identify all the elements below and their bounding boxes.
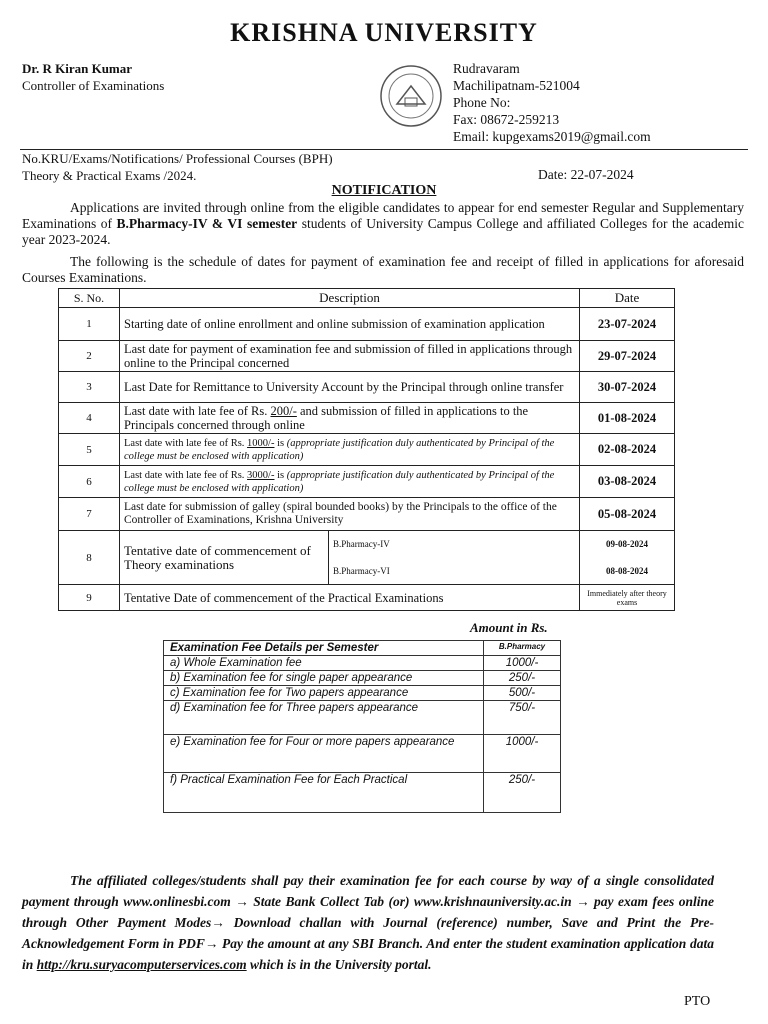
header-sno: S. No. xyxy=(59,289,120,308)
table-row xyxy=(59,403,675,434)
row-description: Starting date of online enrollment and online submission of examination application xyxy=(120,308,580,341)
desc-text: is xyxy=(274,469,287,481)
controller-designation: Controller of Examinations xyxy=(22,78,165,93)
notification-date: Date: 22-07-2024 xyxy=(538,167,634,182)
late-fee-value: 3000/- xyxy=(247,469,275,481)
fee-row xyxy=(164,671,561,686)
row-date: Immediately after theory exams xyxy=(580,585,675,611)
payment-instructions xyxy=(22,870,714,975)
fee-label: d) Examination fee for Three papers appearance xyxy=(164,701,484,735)
university-emblem-icon xyxy=(375,60,447,132)
row-date: 01-08-2024 xyxy=(580,403,675,434)
row-description xyxy=(120,403,580,434)
table-row xyxy=(59,308,675,341)
row-sno: 2 xyxy=(59,341,120,372)
paragraph-bold: B.Pharmacy-IV & VI semester xyxy=(116,216,298,231)
row-date: 29-07-2024 xyxy=(580,341,675,372)
late-fee-value: 200/- xyxy=(270,404,297,418)
reference-line: Theory & Practical Exams /2024. xyxy=(22,168,197,183)
row-sno: 5 xyxy=(59,434,120,466)
row-sno: 6 xyxy=(59,466,120,498)
fee-label: e) Examination fee for Four or more papers appearance xyxy=(164,735,484,773)
reference-number xyxy=(22,150,333,184)
row-description xyxy=(120,434,580,466)
portal-link[interactable]: http://kru.suryacomputerservices.com xyxy=(36,957,247,972)
row-description: Last date for submission of galley (spiral bounded books) by the Principals to the office of the Controller of Examinations, Krishna University xyxy=(120,498,580,531)
table-row xyxy=(59,341,675,372)
fee-amount: 1000/- xyxy=(484,656,561,671)
row-sno: 4 xyxy=(59,403,120,434)
fee-label: a) Whole Examination fee xyxy=(164,656,484,671)
controller-name: Dr. R Kiran Kumar xyxy=(22,61,133,76)
fee-table xyxy=(163,640,561,813)
row-date: 30-07-2024 xyxy=(580,372,675,403)
table-row xyxy=(59,531,675,558)
row-description: Tentative Date of commencement of the Practical Examinations xyxy=(120,585,580,611)
address-line: Rudravaram xyxy=(453,61,520,76)
sub-label: B.Pharmacy-VI xyxy=(329,558,580,585)
fee-amount: 500/- xyxy=(484,686,561,701)
row-description: Tentative date of commencement of Theory examinations xyxy=(120,531,329,585)
fee-row xyxy=(164,656,561,671)
desc-text: is xyxy=(274,437,287,449)
paragraph-text: students of University Campus College and affiliated Colleges for the academic year 2023-2024. xyxy=(22,216,745,247)
schedule-table xyxy=(58,288,675,611)
desc-text: Last date with late fee of Rs. xyxy=(124,469,248,481)
row-description xyxy=(120,466,580,498)
fee-amount: 250/- xyxy=(484,671,561,686)
late-fee-value: 1000/- xyxy=(247,437,275,449)
fee-row xyxy=(164,701,561,735)
fee-amount: 750/- xyxy=(484,701,561,735)
row-description: Last date for payment of examination fee and submission of filled in applications through online to the Principal concerned xyxy=(120,341,580,372)
paragraph-text: The following is the schedule of dates for payment of examination fee and receipt of filled in applications for aforesaid Courses Examinations. xyxy=(22,254,744,285)
fee-amount: 250/- xyxy=(484,773,561,813)
university-title: KRISHNA UNIVERSITY xyxy=(230,18,538,47)
row-sno: 3 xyxy=(59,372,120,403)
row-sno: 1 xyxy=(59,308,120,341)
sub-date: 09-08-2024 xyxy=(580,531,675,558)
paragraph-intro xyxy=(22,200,744,248)
fee-header-course: B.Pharmacy xyxy=(484,641,561,656)
table-row xyxy=(59,372,675,403)
fee-label: c) Examination fee for Two papers appearance xyxy=(164,686,484,701)
amount-label: Amount in Rs. xyxy=(470,620,548,635)
instructions-text: which is in the University portal. xyxy=(246,957,432,972)
row-sno: 7 xyxy=(59,498,120,531)
fee-row xyxy=(164,735,561,773)
address-line: Machilipatnam-521004 xyxy=(453,78,580,93)
desc-note: (appropriate justification duly authenticated by Principal of the college must be enclosed with application) xyxy=(124,469,555,494)
paragraph-text: Applications are invited through online from the eligible candidates to appear for end semester Regular and Supplementary Examinations of xyxy=(22,200,744,231)
table-row xyxy=(59,585,675,611)
address-block xyxy=(453,60,651,145)
table-header-row xyxy=(59,289,675,308)
pto-label: PTO xyxy=(684,994,711,1009)
row-date: 02-08-2024 xyxy=(580,434,675,466)
row-date: 23-07-2024 xyxy=(580,308,675,341)
notification-title: NOTIFICATION xyxy=(331,183,437,198)
fee-row xyxy=(164,773,561,813)
header-date: Date xyxy=(580,289,675,308)
controller-block xyxy=(22,60,164,94)
instructions-text: The affiliated colleges/students shall pay their examination fee for each course by way of a single consolidated payment through www.onlinesbi.com → State Bank Collect Tab (or) www.krishnauniversity.ac.in → pay exam fees online through Other Payment Modes→ Download challan with Journal (reference) number, Save and Print the Pre-Acknowledgement Form in PDF→ Pay the amount at any SBI Branch. And enter the student examination application data in xyxy=(22,873,714,972)
paragraph-schedule xyxy=(22,254,744,286)
fee-label: b) Examination fee for single paper appearance xyxy=(164,671,484,686)
fee-header: Examination Fee Details per Semester xyxy=(164,641,484,656)
fee-header-row xyxy=(164,641,561,656)
row-description: Last Date for Remittance to University Account by the Principal through online transfer xyxy=(120,372,580,403)
fee-amount: 1000/- xyxy=(484,735,561,773)
email-line: Email: kupgexams2019@gmail.com xyxy=(453,129,651,144)
sub-date: 08-08-2024 xyxy=(580,558,675,585)
table-row xyxy=(59,498,675,531)
fee-label: f) Practical Examination Fee for Each Practical xyxy=(164,773,484,813)
phone-line: Phone No: xyxy=(453,95,511,110)
row-date: 03-08-2024 xyxy=(580,466,675,498)
desc-text: Last date with late fee of Rs. xyxy=(124,404,271,418)
header-description: Description xyxy=(120,289,580,308)
row-sno: 9 xyxy=(59,585,120,611)
reference-line: No.KRU/Exams/Notifications/ Professional Courses (BPH) xyxy=(22,151,333,166)
fee-row xyxy=(164,686,561,701)
desc-text: Last date with late fee of Rs. xyxy=(124,437,248,449)
row-sno: 8 xyxy=(59,531,120,585)
desc-text: and submission of filled in applications to the Principals concerned through online xyxy=(124,404,529,432)
row-date: 05-08-2024 xyxy=(580,498,675,531)
table-row xyxy=(59,466,675,498)
table-row xyxy=(59,434,675,466)
fax-line: Fax: 08672-259213 xyxy=(453,112,560,127)
desc-note: (appropriate justification duly authenticated by Principal of the college must be enclosed with application) xyxy=(124,437,555,462)
sub-label: B.Pharmacy-IV xyxy=(329,531,580,558)
